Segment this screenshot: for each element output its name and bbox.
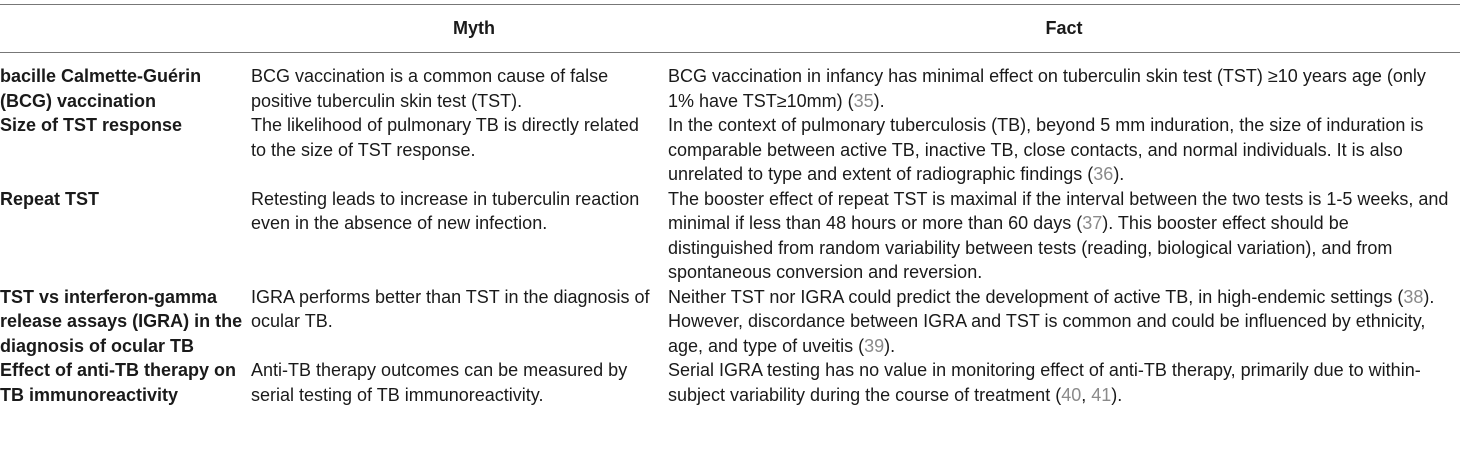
row-topic: TST vs interferon-gamma release assays (IGRA) in the diagnosis of ocular TB [0,286,243,356]
row-topic: Effect of anti-TB therapy on TB immunoreactivity [0,360,237,405]
fact-text: , [1081,384,1092,405]
table-row [0,285,1460,359]
table-header-rule [0,52,1460,53]
row-topic: Size of TST response [0,115,183,135]
reference-number: 37 [1082,213,1103,233]
row-myth: Anti-TB therapy outcomes can be measured by serial testing of TB immunoreactivity. [251,360,628,405]
row-fact [668,113,1460,187]
row-myth: Retesting leads to increase in tuberculin reaction even in the absence of new infection. [251,188,640,233]
table-row [0,113,1460,187]
table-row [0,64,1460,113]
reference-number: 36 [1093,164,1114,184]
fact-text: In the context of pulmonary tuberculosis (TB), beyond 5 mm induration, the size of induration is comparable between active TB, inactive TB, close contacts, and normal individuals. It is also unrelated to type and extent of radiographic findings ( [668,115,1424,184]
row-topic: Repeat TST [0,188,100,209]
fact-text: BCG vaccination in infancy has minimal effect on tuberculin skin test (TST) ≥10 years age (only 1% have TST≥10mm) ( [668,66,1426,111]
fact-text: Serial IGRA testing has no value in monitoring effect of anti-TB therapy, primarily due to within-subject variability during the course of treatment ( [668,360,1421,405]
fact-text: ). [1113,164,1125,184]
fact-text: The booster effect of repeat TST is maximal if the interval between the two tests is 1-5 weeks, and minimal if less than 48 hours or more than 60 days ( [668,188,1449,233]
table-body [0,64,1460,432]
row-topic: bacille Calmette-Guérin (BCG) vaccination [0,66,202,111]
table-row [0,358,1460,432]
table-row [0,187,1460,285]
row-fact [668,358,1460,432]
column-header-myth: Myth [453,18,495,38]
reference-number: 35 [853,90,874,111]
row-fact [668,64,1460,113]
fact-text: ). [1111,384,1123,405]
row-myth: IGRA performs better than TST in the diagnosis of ocular TB. [251,286,650,331]
reference-number: 39 [864,335,885,356]
row-fact [668,285,1460,359]
fact-text: ). [884,335,896,356]
row-fact [668,187,1460,285]
reference-number: 38 [1403,286,1424,307]
row-myth: BCG vaccination is a common cause of false positive tuberculin skin test (TST). [251,66,609,111]
fact-text: ). [873,90,885,111]
fact-text: ). This booster effect should be distinguished from random variability between tests (reading, biological variation), and from spontaneous conversion and reversion. [668,213,1393,282]
column-header-fact: Fact [1045,18,1083,38]
fact-text: Neither TST nor IGRA could predict the development of active TB, in high-endemic settings ( [668,286,1404,307]
row-myth: The likelihood of pulmonary TB is directly related to the size of TST response. [251,115,639,160]
reference-number: 40 [1061,384,1082,405]
reference-number: 41 [1091,384,1112,405]
fact-text: ). However, discordance between IGRA and TST is common and could be influenced by ethnicity, age, and type of uveitis ( [668,286,1435,356]
